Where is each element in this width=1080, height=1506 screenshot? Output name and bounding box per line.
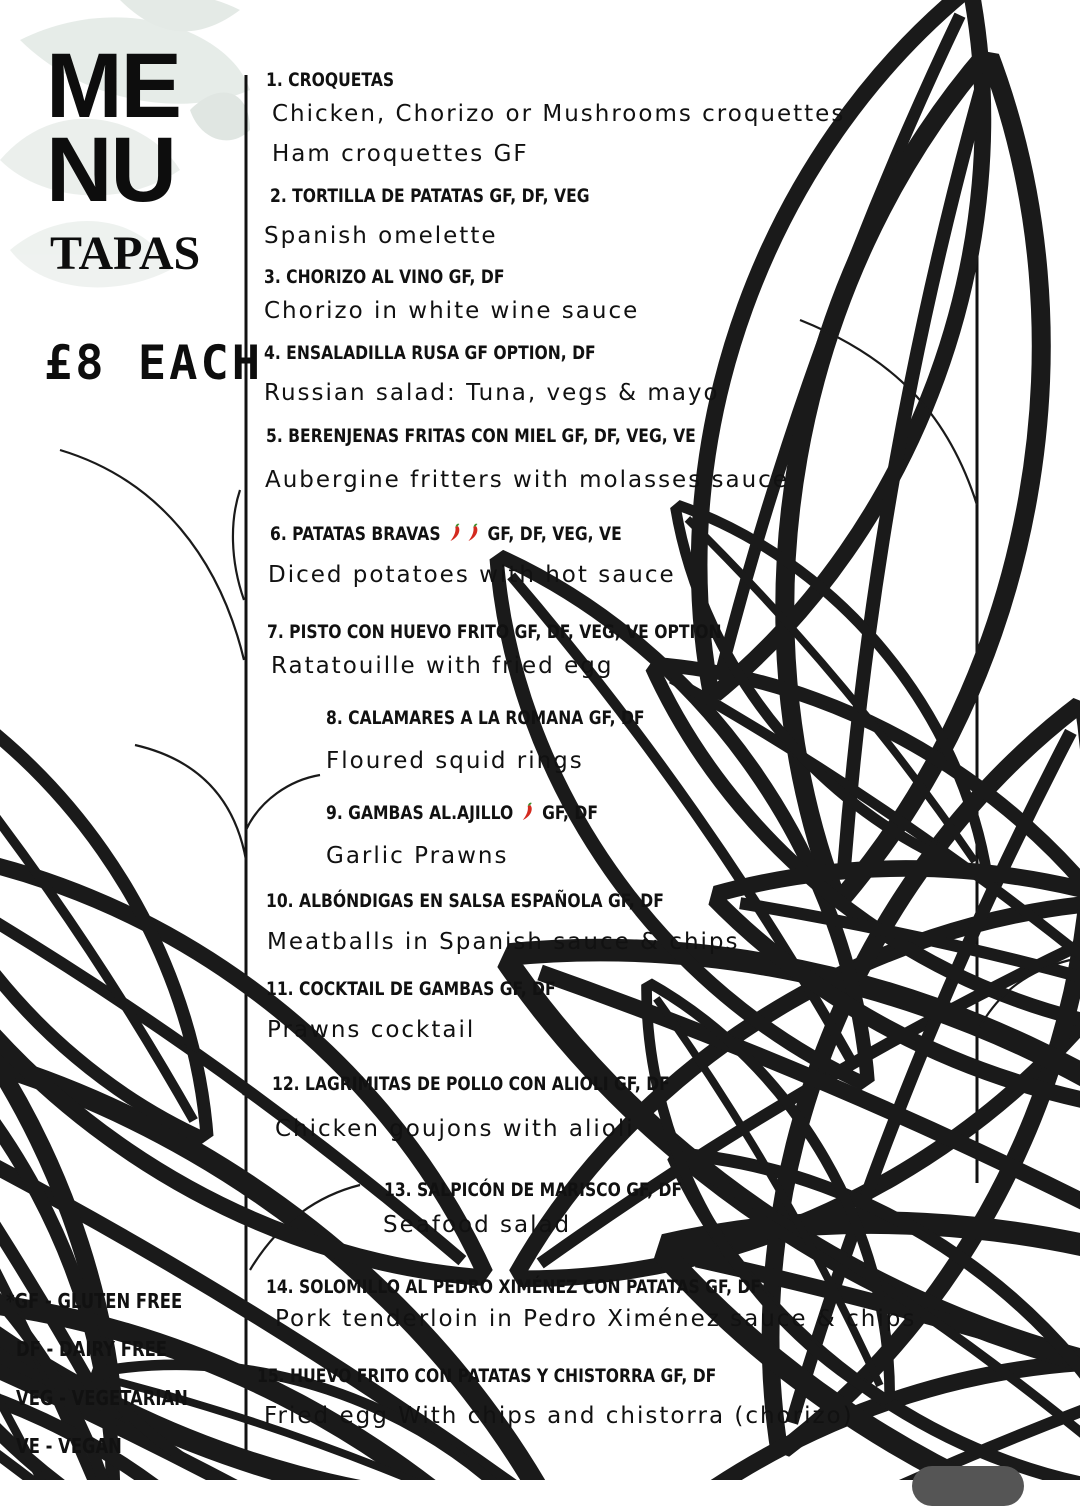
item-desc-7: Ratatouille with fried egg	[271, 653, 614, 679]
item-desc-10: Meatballs in Spanish sauce & chips	[267, 929, 740, 955]
item-title-12: 12. LAGRIMITAS DE POLLO CON ALIOLI GF, DF	[272, 1073, 670, 1095]
chili-pepper-icon	[448, 523, 463, 543]
item-title-13: 13. SALPICÓN DE MARISCO GF, DF	[384, 1179, 683, 1201]
item-title-9-tags: GF, DF	[542, 802, 598, 824]
legend-vegan: VE - VEGAN	[16, 1434, 122, 1458]
item-title-5: 5. BERENJENAS FRITAS CON MIEL GF, DF, VEG, VE	[266, 425, 696, 447]
menu-subtitle: TAPAS	[50, 227, 201, 280]
item-desc-2: Spanish omelette	[264, 223, 498, 249]
item-title-6-tags: GF, DF, VEG, VE	[487, 523, 622, 545]
chili-pepper-icon	[520, 802, 535, 822]
item-title-7: 7. PISTO CON HUEVO FRITO GF, DF, VEG, VE OPTION	[267, 621, 722, 643]
item-title-9	[326, 802, 598, 824]
menu-title-line2: NU	[46, 119, 175, 221]
chili-pepper-icon	[466, 523, 481, 543]
menu-title-line1: ME	[46, 35, 180, 137]
item-title-4: 4. ENSALADILLA RUSA GF OPTION, DF	[264, 342, 596, 364]
item-desc-14: Pork tenderloin in Pedro Ximénez sauce & chips	[275, 1306, 917, 1332]
legend-dairy-free: DF - DAIRY FREE	[16, 1337, 168, 1361]
leaf-branch-icon	[250, 661, 1080, 1480]
item-desc-12: Chicken goujons with alioli	[275, 1116, 635, 1142]
item-title-8: 8. CALAMARES A LA ROMANA GF, DF	[326, 707, 645, 729]
item-desc-5: Aubergine fritters with molasses sauce	[265, 467, 789, 493]
item-title-1: 1. CROQUETAS	[266, 69, 395, 91]
item-desc-8: Floured squid rings	[326, 748, 584, 774]
item-title-11: 11. COCKTAIL DE GAMBAS GF, DF	[266, 978, 556, 1000]
item-desc-15: Fried egg With chips and chistorra (chorizo)	[264, 1403, 854, 1429]
item-desc-4: Russian salad: Tuna, vegs & mayo	[264, 380, 720, 406]
item-title-10: 10. ALBÓNDIGAS EN SALSA ESPAÑOLA GF, DF	[266, 890, 664, 912]
item-title-3: 3. CHORIZO AL VINO GF, DF	[264, 266, 505, 288]
item-title-6-name: 6. PATATAS BRAVAS	[270, 523, 441, 545]
item-desc-6: Diced potatoes with hot sauce	[268, 562, 676, 588]
price-label: £8 EACH	[44, 336, 264, 391]
item-desc-1b: Ham croquettes GF	[272, 141, 529, 167]
item-desc-11: Prawns cocktail	[267, 1017, 476, 1043]
item-title-9-name: 9. GAMBAS AL.AJILLO	[326, 802, 514, 824]
item-desc-13: Seafood salad	[383, 1212, 572, 1238]
legend-vegetarian: VEG - VEGETARIAN	[16, 1386, 188, 1410]
item-desc-1: Chicken, Chorizo or Mushrooms croquettes	[272, 101, 846, 127]
scroll-handle[interactable]	[912, 1466, 1024, 1506]
item-desc-9: Garlic Prawns	[326, 843, 509, 869]
legend-gluten-free: *GF - GLUTEN FREE	[6, 1289, 183, 1313]
item-title-6	[270, 523, 622, 545]
item-title-15: 15. HUEVO FRITO CON PATATAS Y CHISTORRA GF, DF	[257, 1365, 717, 1387]
item-desc-3: Chorizo in white wine sauce	[264, 298, 640, 324]
item-title-2: 2. TORTILLA DE PATATAS GF, DF, VEG	[270, 185, 590, 207]
item-title-14: 14. SOLOMILLO AL PEDRO XIMÉNEZ CON PATATAS GF, DF	[266, 1276, 762, 1298]
